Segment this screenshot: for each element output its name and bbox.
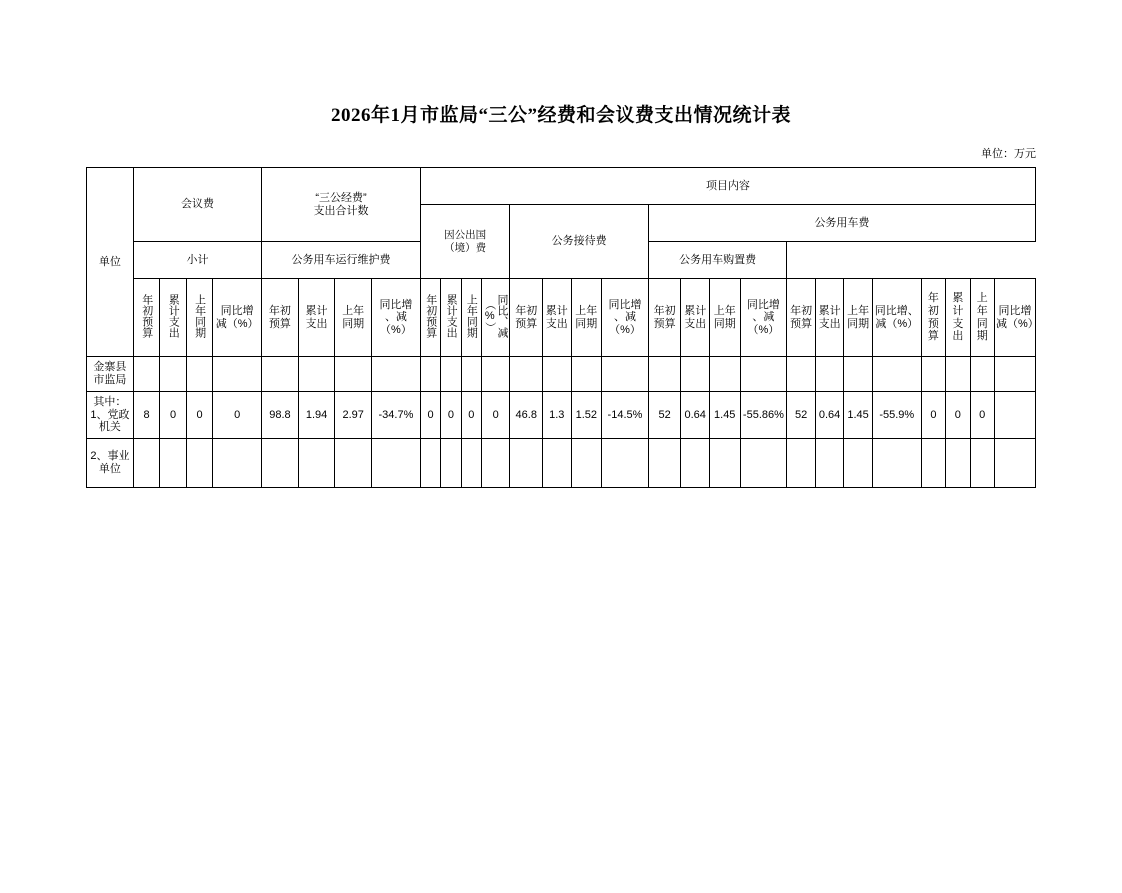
col-header-subtotal-budget: 年初 预算 (648, 279, 681, 357)
cell: 1.52 (571, 392, 602, 439)
col-header-operation-cumulative: 累计 支出 (815, 279, 844, 357)
cell (441, 357, 461, 392)
cell: 0 (186, 392, 212, 439)
cell (994, 392, 1035, 439)
col-header-reception-budget: 年初 预算 (510, 279, 543, 357)
cell: 1.3 (543, 392, 572, 439)
document-page (0, 100, 1122, 893)
col-header-subtotal-yoy: 同比增 、减（%） (740, 279, 787, 357)
row-label: 金寨县 市监局 (87, 357, 134, 392)
cell (602, 439, 649, 488)
col-header-total-budget: 年初 预算 (262, 279, 299, 357)
cell (160, 439, 186, 488)
cell (709, 357, 740, 392)
cell: 0.64 (681, 392, 710, 439)
col-header-reception-yoy: 同比增 、减（%） (602, 279, 649, 357)
cell (994, 357, 1035, 392)
cell: 1.45 (844, 392, 873, 439)
cell: 0 (213, 392, 262, 439)
cell: 52 (787, 392, 816, 439)
cell (970, 357, 994, 392)
cell: -14.5% (602, 392, 649, 439)
cell (335, 357, 372, 392)
cell (481, 439, 510, 488)
cell (420, 357, 440, 392)
page-title: 2026年1月市监局“三公”经费和会议费支出情况统计表 (330, 105, 791, 126)
cell (872, 439, 921, 488)
col-header-operation-yoy: 同比增、 减（%） (872, 279, 921, 357)
cell (481, 357, 510, 392)
cell: 0 (946, 392, 970, 439)
cell (681, 357, 710, 392)
col-header-purchase-lastyear: 上年 同期 (970, 279, 994, 357)
cell (571, 357, 602, 392)
cell (787, 357, 816, 392)
corner-cell-unit: 单位 (87, 168, 134, 357)
cell (461, 357, 481, 392)
table-row (87, 392, 1036, 439)
statistics-table (86, 167, 1039, 488)
col-header-purchase-cumulative: 累计 支出 (946, 279, 970, 357)
cell (571, 439, 602, 488)
col-header-total-lastyear: 上年 同期 (335, 279, 372, 357)
cell: 1.94 (298, 392, 335, 439)
table-row (87, 357, 1036, 392)
cell (262, 439, 299, 488)
cell: 52 (648, 392, 681, 439)
row-label: 2、事业 单位 (87, 439, 134, 488)
col-header-operation-budget: 年初 预算 (787, 279, 816, 357)
cell (372, 439, 421, 488)
group-reception-fee: 公务接待费 (510, 205, 648, 279)
group-sangong-total: “三公经费” 支出合计数 (262, 168, 421, 242)
table-row (87, 439, 1036, 488)
cell (160, 357, 186, 392)
cell (740, 357, 787, 392)
cell (543, 357, 572, 392)
header-row-columns (87, 279, 1036, 357)
cell (815, 357, 844, 392)
col-header-meeting-lastyear: 上年同期 (186, 279, 212, 357)
cell: -34.7% (372, 392, 421, 439)
col-header-operation-lastyear: 上年 同期 (844, 279, 873, 357)
col-header-total-yoy: 同比增 、减（%） (372, 279, 421, 357)
subgroup-vehicle-purchase: 公务用车购置费 (648, 242, 786, 279)
cell: 0 (481, 392, 510, 439)
cell (262, 357, 299, 392)
cell (186, 439, 212, 488)
cell (681, 439, 710, 488)
cell: -55.86% (740, 392, 787, 439)
cell: 98.8 (262, 392, 299, 439)
cell (648, 357, 681, 392)
cell (298, 439, 335, 488)
cell (510, 439, 543, 488)
subgroup-vehicle-subtotal: 小计 (133, 242, 261, 279)
col-header-subtotal-lastyear: 上年 同期 (709, 279, 740, 357)
col-header-reception-cumulative: 累计 支出 (543, 279, 572, 357)
cell (510, 357, 543, 392)
col-header-meeting-cumulative: 累计支出 (160, 279, 186, 357)
cell: 0 (970, 392, 994, 439)
cell (970, 439, 994, 488)
cell (994, 439, 1035, 488)
cell (709, 439, 740, 488)
cell: 0 (921, 392, 945, 439)
cell: 46.8 (510, 392, 543, 439)
col-header-reception-lastyear: 上年 同期 (571, 279, 602, 357)
col-header-meeting-yoy: 同比增 减（%） (213, 279, 262, 357)
cell: 0 (160, 392, 186, 439)
row-label: 其中： 1、党政 机关 (87, 392, 134, 439)
col-header-abroad-lastyear: 上年同期 (461, 279, 481, 357)
subgroup-vehicle-operation: 公务用车运行维护费 (262, 242, 421, 279)
col-header-purchase-yoy: 同比增 减（%） (994, 279, 1035, 357)
col-header-subtotal-cumulative: 累计 支出 (681, 279, 710, 357)
unit-note: 单位：万元 (981, 148, 1036, 160)
cell: 0 (441, 392, 461, 439)
cell: 0.64 (815, 392, 844, 439)
cell (844, 439, 873, 488)
cell: -55.9% (872, 392, 921, 439)
col-header-purchase-budget: 年初 预算 (921, 279, 945, 357)
cell (787, 439, 816, 488)
cell (335, 439, 372, 488)
cell (844, 357, 873, 392)
group-meeting-fee: 会议费 (133, 168, 261, 242)
cell (461, 439, 481, 488)
cell (372, 357, 421, 392)
cell: 8 (133, 392, 159, 439)
header-row-top (87, 168, 1036, 205)
cell (186, 357, 212, 392)
col-header-total-cumulative: 累计 支出 (298, 279, 335, 357)
cell (815, 439, 844, 488)
cell: 0 (461, 392, 481, 439)
cell (872, 357, 921, 392)
cell (946, 439, 970, 488)
cell (602, 357, 649, 392)
col-header-meeting-budget: 年初预算 (133, 279, 159, 357)
cell (921, 357, 945, 392)
group-abroad-fee: 因公出国 （境）费 (420, 205, 510, 279)
cell (946, 357, 970, 392)
col-header-abroad-cumulative: 累计支出 (441, 279, 461, 357)
group-vehicle-fee: 公务用车费 (648, 205, 1035, 242)
cell (298, 357, 335, 392)
cell (133, 357, 159, 392)
group-project-content: 项目内容 (420, 168, 1035, 205)
cell (133, 439, 159, 488)
cell (543, 439, 572, 488)
cell (213, 439, 262, 488)
cell (740, 439, 787, 488)
cell (213, 357, 262, 392)
cell: 1.45 (709, 392, 740, 439)
cell (420, 439, 440, 488)
cell (648, 439, 681, 488)
cell: 2.97 (335, 392, 372, 439)
col-header-abroad-yoy: 同比、减（%） (481, 279, 510, 357)
cell: 0 (420, 392, 440, 439)
cell (921, 439, 945, 488)
col-header-abroad-budget: 年初预算 (420, 279, 440, 357)
cell (441, 439, 461, 488)
